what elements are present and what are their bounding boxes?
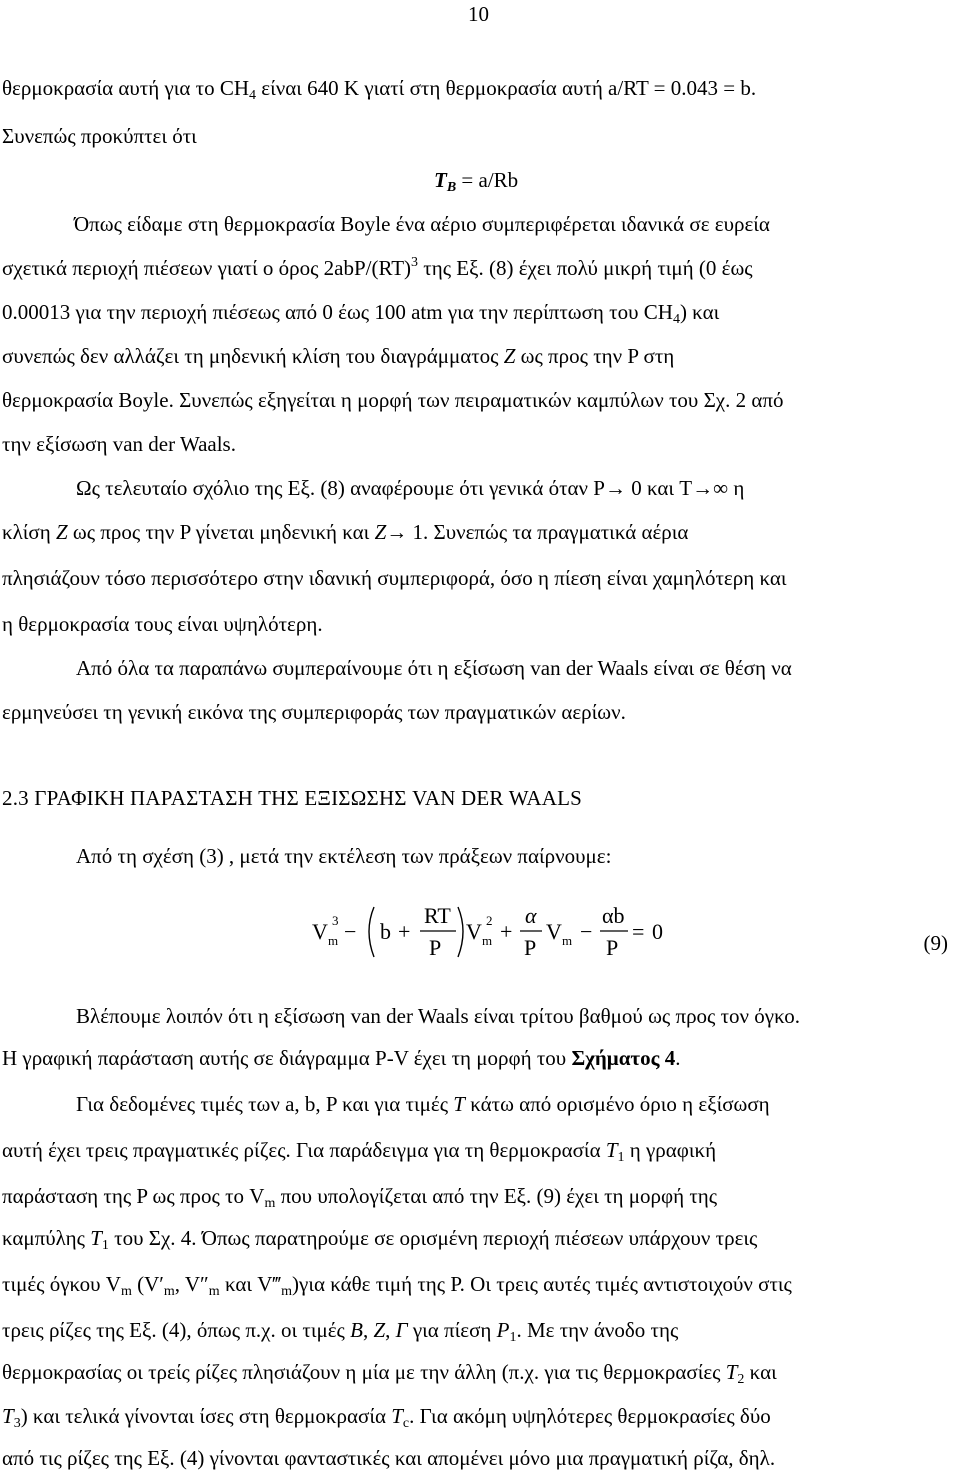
text-line: Συνεπώς προκύπτει ότι xyxy=(2,124,197,148)
text-line: τρεις ρίζες της Εξ. (4), όπως π.χ. οι τιμές B, Z, Γ για πίεση $P_1$. Με την άνοδο της xyxy=(2,1318,679,1345)
text-line: η θερμοκρασία τους είναι υψηλότερη. xyxy=(2,612,323,636)
text-line: Από όλα τα παραπάνω συμπεραίνουμε ότι η εξίσωση van der Waals είναι σε θέση να xyxy=(76,656,792,680)
equation-number: (9) xyxy=(923,931,948,955)
svg-text:V: V xyxy=(312,919,328,944)
section-heading: 2.3 ΓΡΑΦΙΚΗ ΠΑΡΑΣΤΑΣΗ ΤΗΣ ΕΞΙΣΩΣΗΣ VAN DER WAALS xyxy=(2,786,583,810)
svg-text:m: m xyxy=(562,933,573,948)
svg-text:m: m xyxy=(482,933,493,948)
text-line: Βλέπουμε λοιπόν ότι η εξίσωση van der Waals είναι τρίτου βαθμού ως προς τον όγκο. xyxy=(76,1004,800,1028)
text-line: Για δεδομένες τιμές των a, b, P και για τιμές T κάτω από ορισμένο όριο η εξίσωση xyxy=(76,1092,770,1116)
text-line: Ως τελευταίο σχόλιο της Εξ. (8) αναφέρουμε ότι γενικά όταν P→ 0 και T→∞ η xyxy=(76,476,745,500)
svg-text:−: − xyxy=(580,919,593,944)
svg-text:2: 2 xyxy=(486,913,493,928)
svg-text:0: 0 xyxy=(652,919,663,944)
text-line: καμπύλης $T_1$ του Σχ. 4. Όπως παρατηρούμε σε ορισμένη περιοχή πιέσεων υπάρχουν τρεις xyxy=(2,1226,758,1253)
svg-text:3: 3 xyxy=(332,913,339,928)
text-line: την εξίσωση van der Waals. xyxy=(2,432,236,456)
svg-text:=: = xyxy=(632,919,645,944)
equation-9 xyxy=(0,895,960,965)
svg-text:αb: αb xyxy=(602,903,625,928)
svg-text:V: V xyxy=(546,919,562,944)
svg-text:α: α xyxy=(525,903,537,928)
text-line: θερμοκρασίας οι τρείς ρίζες πλησιάζουν η μία με την άλλη (π.χ. για τις θερμοκρασίες $T_2$ και xyxy=(2,1360,777,1387)
text-line: τιμές όγκου $V_m$ ($V'_m$, $V''_m$ και $V‴_m)\gamma\iota\alpha$ κάθε τιμή της P. Οι τρεις αυτές τιμές αντιστοιχούν στις xyxy=(2,1272,792,1299)
text-line: αυτή έχει τρεις πραγματικές ρίζες. Για παράδειγμα για τη θερμοκρασία $T_1$ η γραφική xyxy=(2,1138,717,1165)
text-line: θερμοκρασία Boyle. Συνεπώς εξηγείται η μορφή των πειραματικών καμπύλων του Σχ. 2 από xyxy=(2,388,784,412)
svg-text:b: b xyxy=(380,919,391,944)
svg-text:m: m xyxy=(328,933,339,948)
text-line: θερμοκρασία αυτή για το $CH_4$ είναι 640 K γιατί στη θερμοκρασία αυτή a/RT = 0.043 = b. xyxy=(2,76,757,103)
svg-text:P: P xyxy=(524,935,537,960)
equation-9-graphic xyxy=(0,895,960,965)
svg-text:+: + xyxy=(398,919,411,944)
text-line: κλίση Z ως προς την P γίνεται μηδενική και Z→ 1. Συνεπώς τα πραγματικά αέρια xyxy=(2,520,689,544)
text-line: 0.00013 για την περιοχή πιέσεως από 0 έως 100 atm για την περίπτωση του $CH_4$) και xyxy=(2,300,720,327)
text-line: Από τη σχέση (3) , μετά την εκτέλεση των πράξεων παίρνουμε: xyxy=(76,844,612,868)
text-line: Η γραφική παράσταση αυτής σε διάγραμμα P-V έχει τη μορφή του Σχήματος 4. xyxy=(2,1046,681,1070)
text-line: Όπως είδαμε στη θερμοκρασία Boyle ένα αέριο συμπεριφέρεται ιδανικά σε ευρεία xyxy=(74,212,770,236)
svg-text:V: V xyxy=(466,919,482,944)
text-line: παράσταση της P ως προς το $V_m$ που υπολογίζεται από την Εξ. (9) έχει τη μορφή της xyxy=(2,1184,718,1211)
page-number: 10 xyxy=(468,2,489,26)
text-line: πλησιάζουν τόσο περισσότερο στην ιδανική συμπεριφορά, όσο η πίεση είναι χαμηλότερη και xyxy=(2,566,787,590)
text-line: από τις ρίζες της Εξ. (4) γίνονται φανταστικές και απομένει μόνο μια πραγματική ρίζα, δηλ. xyxy=(2,1446,776,1470)
svg-text:P: P xyxy=(429,935,442,960)
text-line: ερμηνεύσει τη γενική εικόνα της συμπεριφοράς των πραγματικών αερίων. xyxy=(2,700,626,724)
svg-text:RT: RT xyxy=(424,903,451,928)
text-line: σχετικά περιοχή πιέσεων γιατί ο όρος 2abP/(RT)$^3$ της Εξ. (8) έχει πολύ μικρή τιμή (0 έως xyxy=(2,255,753,280)
text-line: συνεπώς δεν αλλάζει τη μηδενική κλίση του διαγράμματος Z ως προς την P στη xyxy=(2,344,675,368)
svg-text:+: + xyxy=(500,919,513,944)
svg-text:P: P xyxy=(606,935,619,960)
text-line: $T_3$) και τελικά γίνονται ίσες στη θερμοκρασία $T_c$. Για ακόμη υψηλότερες θερμοκρασίες δύο xyxy=(2,1404,771,1431)
svg-text:−: − xyxy=(344,919,357,944)
